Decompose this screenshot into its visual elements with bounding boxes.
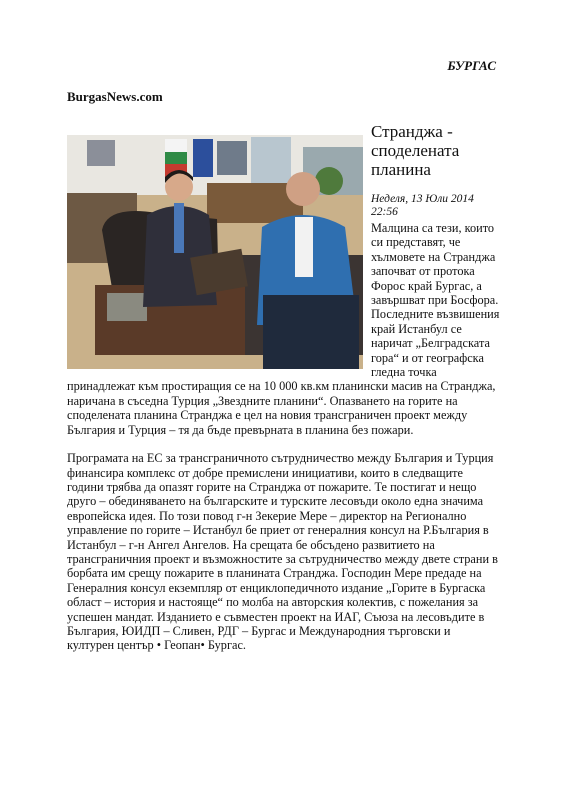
site-name: BurgasNews.com	[67, 89, 163, 104]
article-paragraph: Малцина са тези, които си представят, че хълмовете на Странджа започват от протока Форос край Бургас, а завършват при Босфора. Последните възвишения край Истанбул се наричат „Белградската гора“ и от географска гледна точка принадлежат към простиращия се на 10 000 кв.км планински масив на Странджа, наричана в съседна Турция „Звездните планини“. Опазването на горите на споделената планина Странджа е цел на новия трансграничен проект между България и Турция – тя да бъде превърната в планина без пожари.	[67, 221, 500, 437]
article-paragraph: Програмата на ЕС за трансграничното сътрудничество между България и Турция финансира комплекс от добре премислени инициативи, които в следващите години трябва да опазят горите на Странджа от пожарите. Те постигат и нещо друго – обединяването на българските и турските лесовъди около една значима европейска идея. По този повод г-н Зекерие Мере – директор на Регионално управление по горите – Истанбул бе приет от генералния консул на Р.България в Истанбул – г-н Ангел Ангелов. На срещата бе обсъдено развитието на трансграничния проект и възможностите за сътрудничество между двете страни в борбата им срещу пожарите в планината Странджа. Господин Мере предаде на Генералния консул екземпляр от енциклопедичното издание „Горите в Бургаска област – история и настояще“ по молба на авторския колектив, с пожелания за успешен мандат. Изданието е съвместен проект на ИАГ, Съюза на лесовъдите в България, ЮИДП – Сливен, РДГ – Бургас и Международния търговски и културен център • Геопан• Бургас.	[67, 451, 498, 653]
article-photo	[67, 135, 363, 369]
section-label: БУРГАС	[447, 58, 496, 73]
article	[67, 122, 500, 667]
article-date: Неделя, 13 Юли 2014 22:56	[371, 193, 474, 218]
article-title: Странджа - споделената планина	[371, 122, 460, 179]
